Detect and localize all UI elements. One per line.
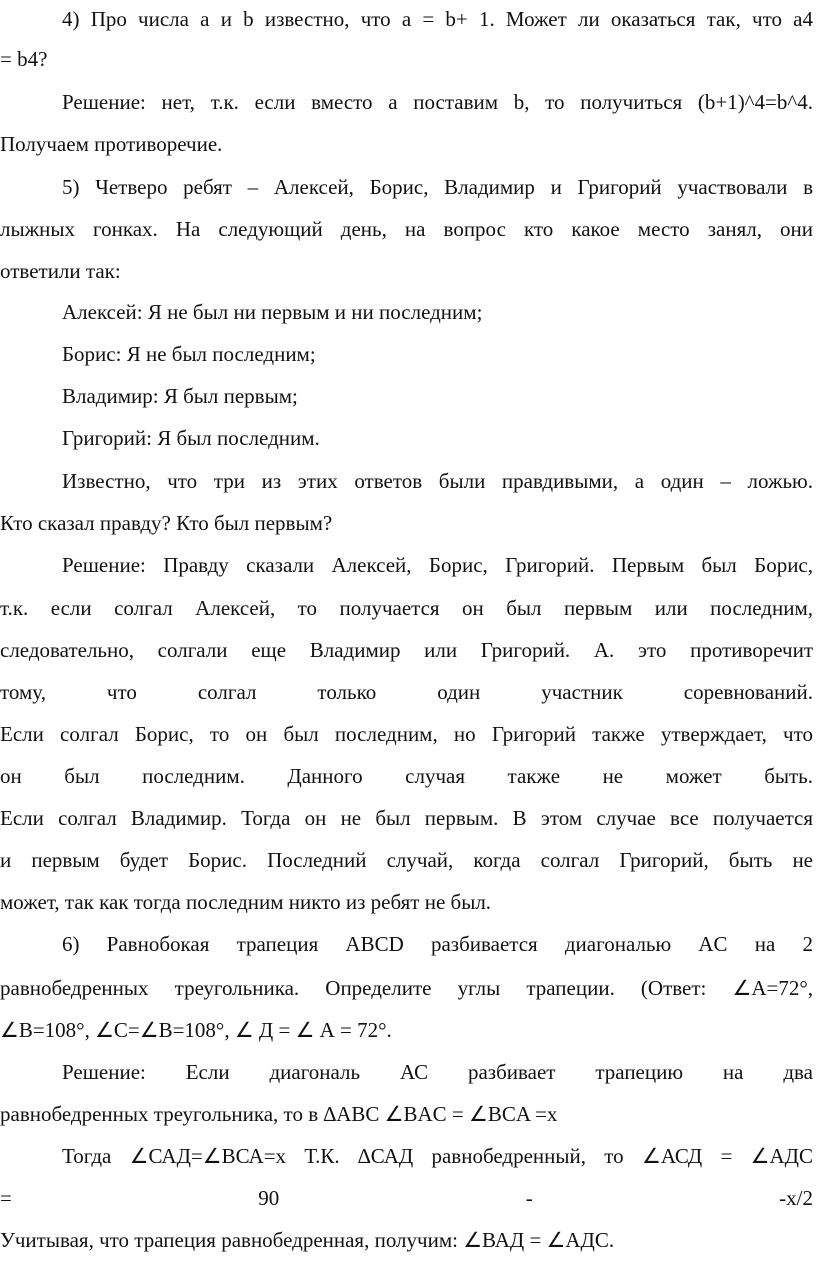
text-line: 4) Про числа a и b известно, что a = b+ 1. Может ли оказаться так, что a4 <box>62 7 813 31</box>
text-line: Получаем противоречие. <box>0 132 223 156</box>
text-line: Решение: нет, т.к. если вместо а поставим b, то получиться (b+1)^4=b^4. <box>62 90 813 114</box>
text-line: следовательно, солгали еще Владимир или Григорий. А. это противоречит <box>0 638 813 662</box>
text-line: 6) Равнобокая трапеция ABCD разбивается диагональю AC на 2 <box>62 932 813 956</box>
text-line: тому, что солгал только один участник соревнований. <box>0 680 813 704</box>
text-line: = 90 - -x/2 <box>0 1186 813 1210</box>
text-line: Известно, что три из этих ответов были правдивыми, а один – ложью. <box>62 469 813 493</box>
text-line: может, так как тогда последним никто из ребят не был. <box>0 890 492 914</box>
text-line: Григорий: Я был последним. <box>62 426 320 450</box>
text-line: = b4? <box>0 47 48 71</box>
text-line: ∠B=108°, ∠C=∠B=108°, ∠ Д = ∠ А = 72°. <box>0 1018 392 1042</box>
text-line: лыжных гонках. На следующий день, на вопрос кто какое место занял, они <box>0 217 813 241</box>
text-line: равнобедренных треугольника. Определите углы трапеции. (Ответ: ∠A=72°, <box>0 976 813 1000</box>
text-line: и первым будет Борис. Последний случай, когда солгал Григорий, быть не <box>0 848 813 872</box>
text-line: Если солгал Владимир. Тогда он не был первым. В этом случае все получается <box>0 806 813 830</box>
text-line: Если солгал Борис, то он был последним, но Григорий также утверждает, что <box>0 722 813 746</box>
text-line: Борис: Я не был последним; <box>62 342 316 366</box>
text-line: Алексей: Я не был ни первым и ни последним; <box>62 300 483 324</box>
text-line: Кто сказал правду? Кто был первым? <box>0 511 333 535</box>
text-line: равнобедренных треугольника, то в ∆ABC ∠BAC = ∠BCA =x <box>0 1102 558 1126</box>
text-line: т.к. если солгал Алексей, то получается он был первым или последним, <box>0 596 813 620</box>
text-line: он был последним. Данного случая также не может быть. <box>0 764 813 788</box>
text-line: 5) Четверо ребят – Алексей, Борис, Владимир и Григорий участвовали в <box>62 175 813 199</box>
text-line: Владимир: Я был первым; <box>62 384 298 408</box>
text-line: Решение: Правду сказали Алексей, Борис, Григорий. Первым был Борис, <box>62 553 813 577</box>
text-line: ответили так: <box>0 259 121 283</box>
text-line: Решение: Если диагональ АС разбивает трапецию на два <box>62 1060 813 1084</box>
text-line: Учитывая, что трапеция равнобедренная, получим: ∠ВАД = ∠АДС. <box>0 1228 615 1252</box>
text-line: Тогда ∠САД=∠ВСА=х Т.К. ∆САД равнобедренный, то ∠АСД = ∠АДС <box>62 1144 813 1168</box>
